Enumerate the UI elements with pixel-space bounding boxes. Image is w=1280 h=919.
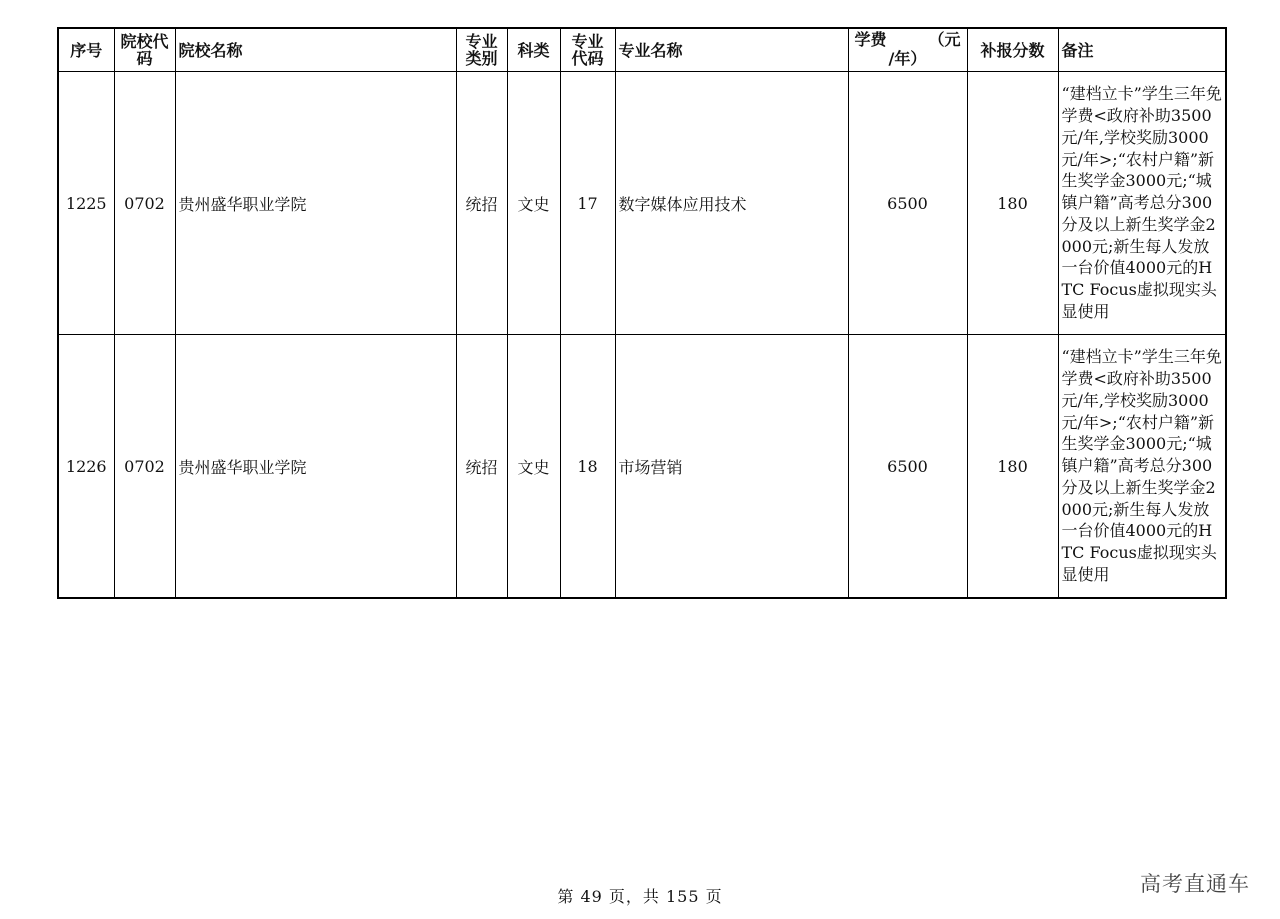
cell-subject: 文史	[507, 335, 560, 599]
header-fee-unit-open: （元	[928, 30, 961, 49]
header-school-code-line2: 码	[136, 49, 153, 68]
cell-seq: 1226	[58, 335, 114, 599]
header-major-code-line1: 专业	[571, 32, 604, 51]
cell-fee: 6500	[848, 335, 967, 599]
page-number: 第 49 页，共 155 页	[557, 887, 723, 906]
header-seq: 序号	[58, 28, 114, 72]
header-major-type	[456, 28, 507, 72]
header-score: 补报分数	[967, 28, 1058, 72]
header-major-type-line2: 类别	[465, 49, 498, 68]
watermark: 高考直通车	[1140, 872, 1250, 896]
cell-seq: 1225	[58, 72, 114, 335]
cell-school-code: 0702	[114, 72, 175, 335]
header-row	[58, 28, 1226, 72]
header-fee-unit-close: /年）	[888, 49, 927, 68]
header-school-name: 院校名称	[175, 28, 456, 72]
admission-table	[57, 27, 1227, 599]
cell-school-name: 贵州盛华职业学院	[175, 335, 456, 599]
cell-major-code: 17	[560, 72, 615, 335]
cell-major-code: 18	[560, 335, 615, 599]
table-row	[58, 72, 1226, 335]
cell-major-type: 统招	[456, 335, 507, 599]
cell-major-name: 数字媒体应用技术	[615, 72, 848, 335]
cell-fee: 6500	[848, 72, 967, 335]
cell-subject: 文史	[507, 72, 560, 335]
cell-score: 180	[967, 335, 1058, 599]
cell-remarks: “建档立卡”学生三年免学费<政府补助3500元/年,学校奖励3000元/年>;“农村户籍”新生奖学金3000元;“城镇户籍”高考总分300分及以上新生奖学金2000元;新生每人发放一台价值4000元的HTC Focus虚拟现实头显使用	[1058, 72, 1226, 335]
cell-score: 180	[967, 72, 1058, 335]
header-remarks: 备注	[1058, 28, 1226, 72]
cell-major-type: 统招	[456, 72, 507, 335]
header-fee-label: 学费	[854, 30, 887, 49]
header-major-name: 专业名称	[615, 28, 848, 72]
header-school-code	[114, 28, 175, 72]
header-fee	[848, 28, 967, 72]
header-school-code-line1: 院校代	[120, 32, 169, 51]
header-major-code-line2: 代码	[571, 49, 604, 68]
cell-school-code: 0702	[114, 335, 175, 599]
cell-major-name: 市场营销	[615, 335, 848, 599]
header-major-code	[560, 28, 615, 72]
table-row	[58, 335, 1226, 599]
header-subject: 科类	[507, 28, 560, 72]
cell-remarks: “建档立卡”学生三年免学费<政府补助3500元/年,学校奖励3000元/年>;“农村户籍”新生奖学金3000元;“城镇户籍”高考总分300分及以上新生奖学金2000元;新生每人发放一台价值4000元的HTC Focus虚拟现实头显使用	[1058, 335, 1226, 599]
header-major-type-line1: 专业	[465, 32, 498, 51]
cell-school-name: 贵州盛华职业学院	[175, 72, 456, 335]
